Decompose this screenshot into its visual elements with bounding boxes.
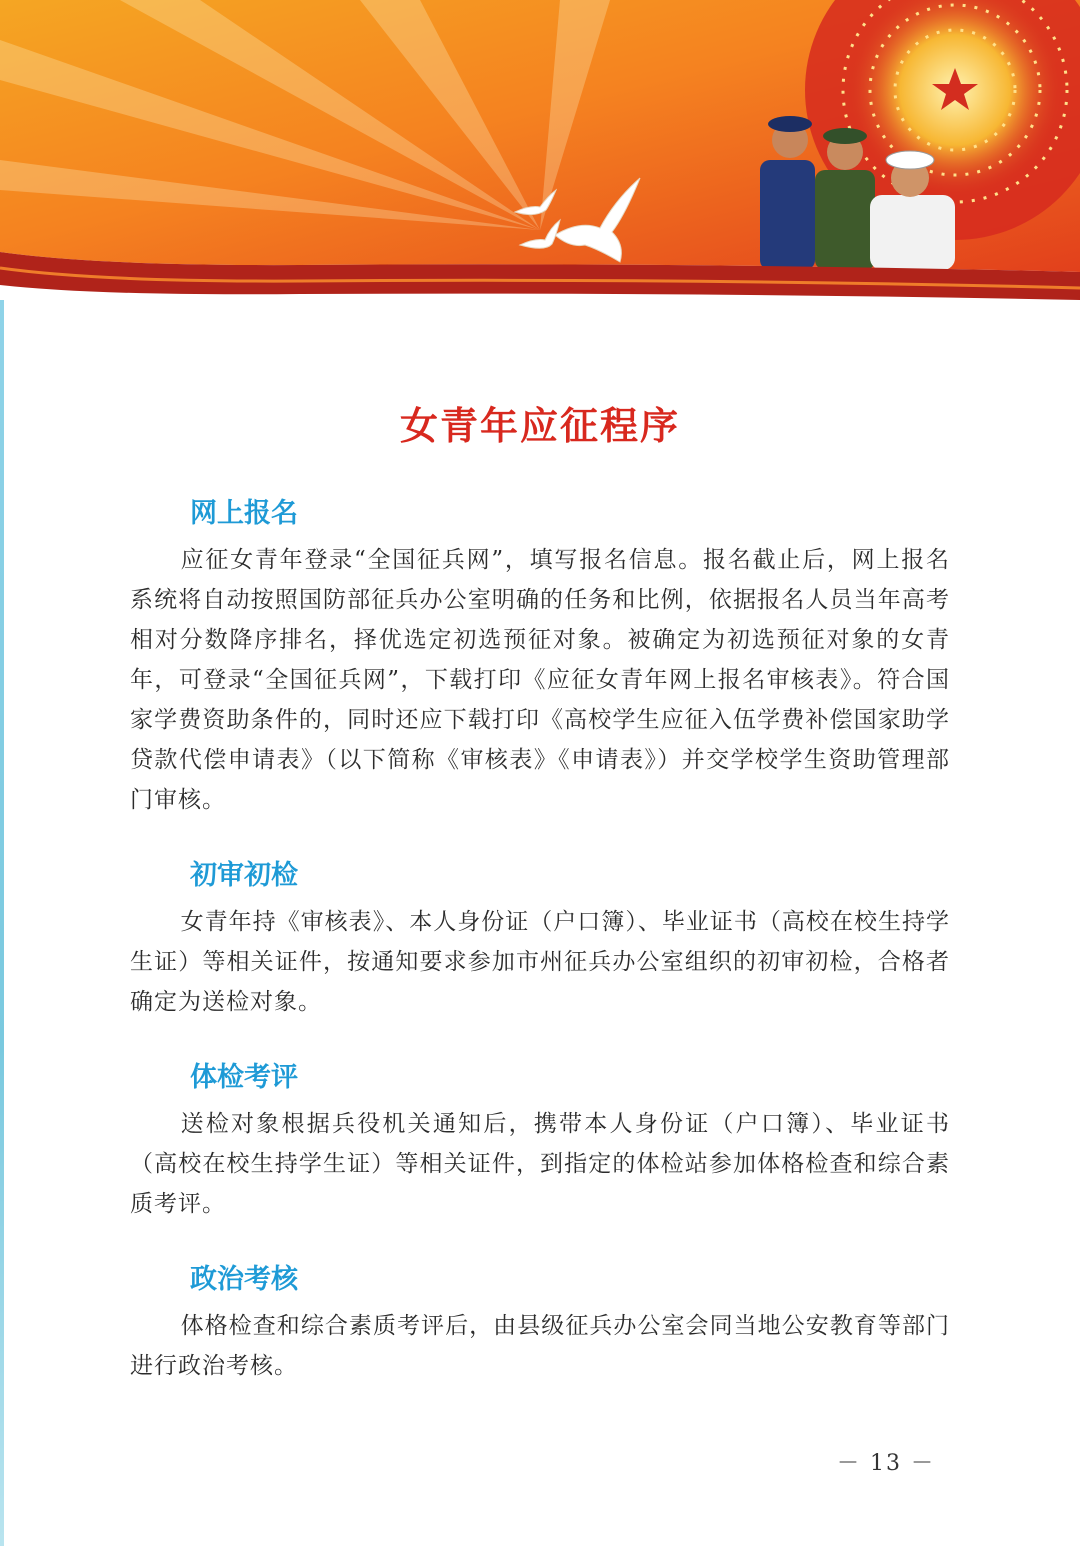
page-edge-stripe xyxy=(0,300,4,1546)
header-banner xyxy=(0,0,1080,330)
section-heading: 政治考核 xyxy=(190,1264,298,1295)
document-title: 女青年应征程序 xyxy=(399,403,680,448)
section-physical-exam xyxy=(130,1058,950,1224)
section-body: 体格检查和综合素质考评后，由县级征兵办公室会同当地公安教育等部门进行政治考核。 xyxy=(130,1313,950,1379)
section-online-registration xyxy=(130,494,950,820)
section-preliminary-review xyxy=(130,856,950,1022)
section-political-review xyxy=(130,1260,950,1386)
section-heading: 初审初检 xyxy=(190,860,298,891)
section-body: 送检对象根据兵役机关通知后，携带本人身份证（户口簿）、毕业证书（高校在校生持学生证）等相关证件，到指定的体检站参加体格检查和综合素质考评。 xyxy=(130,1111,950,1217)
section-heading: 体检考评 xyxy=(190,1062,298,1093)
section-body: 应征女青年登录“全国征兵网”，填写报名信息。报名截止后，网上报名系统将自动按照国防部征兵办公室明确的任务和比例，依据报名人员当年高考相对分数降序排名，择优选定初选预征对象。被确定为初选预征对象的女青年，可登录“全国征兵网”，下载打印《应征女青年网上报名审核表》。符合国家学费资助条件的，同时还应下载打印《高校学生应征入伍学费补偿国家助学贷款代偿申请表》（以下简称《审核表》《申请表》）并交学校学生资助管理部门审核。 xyxy=(130,547,950,813)
section-body: 女青年持《审核表》、本人身份证（户口簿）、毕业证书（高校在校生持学生证）等相关证件，按通知要求参加市州征兵办公室组织的初审初检，合格者确定为送检对象。 xyxy=(130,909,950,1015)
page-number: － 13 － xyxy=(837,1451,935,1476)
section-heading: 网上报名 xyxy=(190,498,298,529)
